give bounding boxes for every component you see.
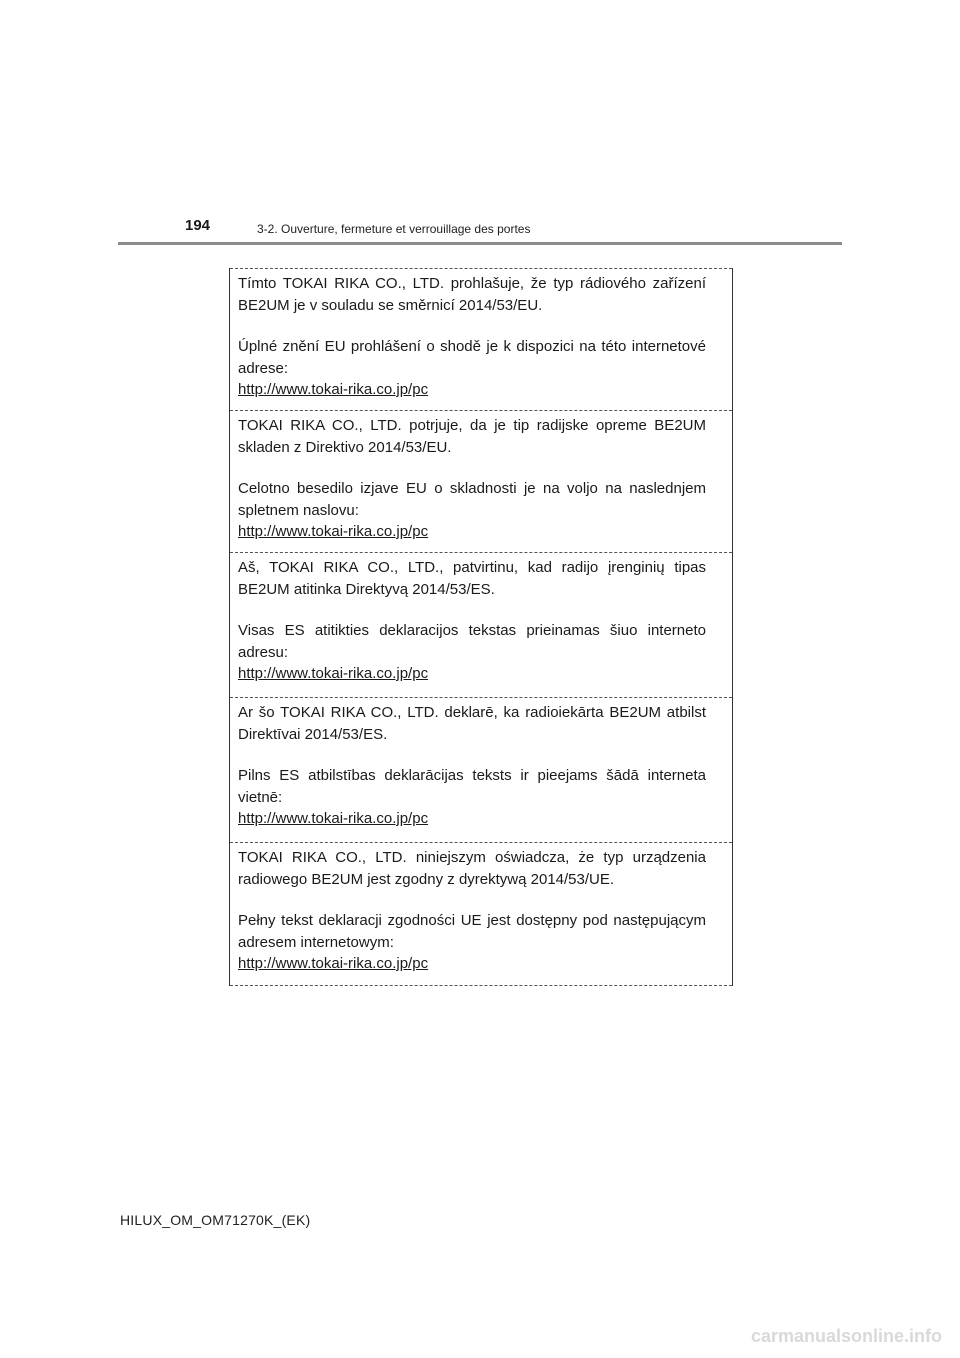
declaration-block-slovenian [230,410,732,543]
declarations-box [229,268,733,986]
watermark: carmanualsonline.info [750,1326,942,1346]
footer-doc-code: HILUX_OM_OM71270K_(EK) [120,1212,311,1228]
declaration-availability: Pilns ES atbilstības deklarācijas teksts ir pieejams šādā interneta vietnē: [238,767,706,806]
declaration-availability: Úplné znění EU prohlášení o shodě je k dispozici na této internetové adrese: [238,338,706,377]
declaration-link[interactable]: http://www.tokai-rika.co.jp/pc [238,381,429,398]
page-number: 194 [185,217,211,234]
declaration-block-lithuanian [230,552,732,685]
declaration-link[interactable]: http://www.tokai-rika.co.jp/pc [238,810,429,827]
section-title: 3-2. Ouverture, fermeture et verrouillage des portes [257,222,531,236]
declaration-availability: Celotno besedilo izjave EU o skladnosti je na voljo na naslednjem spletnem naslovu: [238,480,706,519]
declaration-statement: Tímto TOKAI RIKA CO., LTD. prohlašuje, že typ rádiového zařízení BE2UM je v souladu se směrnicí 2014/53/EU. [238,275,706,314]
declaration-statement: TOKAI RIKA CO., LTD. potrjuje, da je tip radijske opreme BE2UM skladen z Direktivo 2014/53/EU. [238,417,706,456]
declaration-statement: Aš, TOKAI RIKA CO., LTD., patvirtinu, kad radijo įrenginių tipas BE2UM atitinka Direktyvą 2014/53/ES. [238,559,706,598]
declaration-availability: Pełny tekst deklaracji zgodności UE jest dostępny pod następującym adresem internetowym: [238,912,706,951]
declaration-block-czech [230,268,732,401]
declaration-link[interactable]: http://www.tokai-rika.co.jp/pc [238,665,429,682]
header-rule [118,242,842,245]
declaration-availability: Visas ES atitikties deklaracijos tekstas prieinamas šiuo interneto adresu: [238,622,706,661]
declaration-block-polish [230,842,732,975]
declaration-link[interactable]: http://www.tokai-rika.co.jp/pc [238,955,429,972]
declaration-block-latvian [230,697,732,830]
declaration-statement: TOKAI RIKA CO., LTD. niniejszym oświadcza, że typ urządzenia radiowego BE2UM jest zgodny z dyrektywą 2014/53/UE. [238,849,706,888]
box-bottom-rule [230,985,732,986]
declaration-link[interactable]: http://www.tokai-rika.co.jp/pc [238,523,429,540]
declaration-statement: Ar šo TOKAI RIKA CO., LTD. deklarē, ka radioiekārta BE2UM atbilst Direktīvai 2014/53/ES. [238,704,706,743]
